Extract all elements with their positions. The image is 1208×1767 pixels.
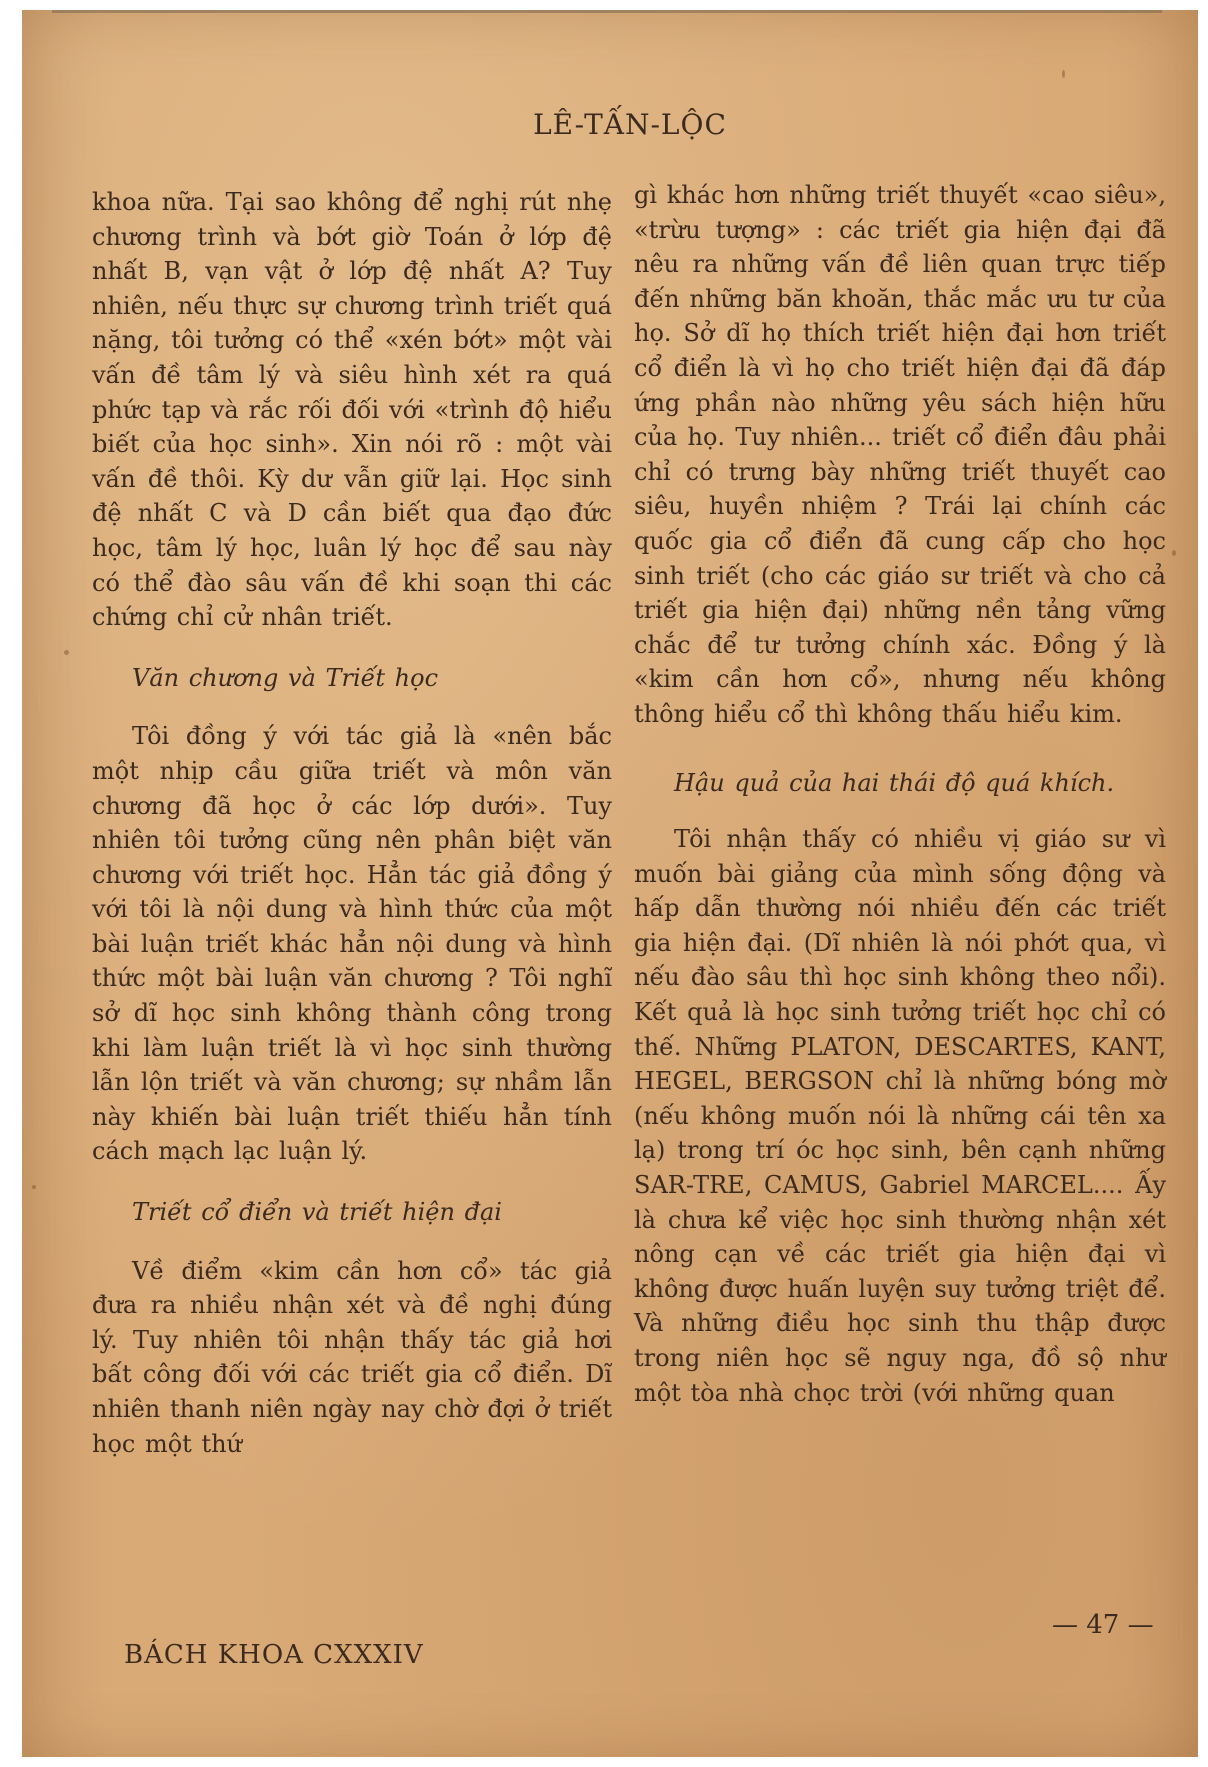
left-paragraph-1: khoa nữa. Tại sao không để nghị rút nhẹ chương trình và bớt giờ Toán ở lớp đệ nhất B, vạn vật ở lớp đệ nhất A? Tuy nhiên, nếu thực sự chương trình triết quá nặng, tôi tưởng có thể «xén bớt» một vài vấn đề tâm lý và siêu hình xét ra quá phức tạp và rắc rối đối với «trình độ hiểu biết của học sinh». Xin nói rõ : một vài vấn đề thôi. Kỳ dư vẫn giữ lại. Học sinh đệ nhất C và D cần biết qua đạo đức học, tâm lý học, luân lý học để sau này có thể đào sâu vấn đề khi soạn thi các chứng chỉ cử nhân triết. bbox=[92, 188, 612, 632]
left-paragraph-2: Tôi đồng ý với tác giả là «nên bắc một nhịp cầu giữa triết và môn văn chương đã học ở các lớp dưới». Tuy nhiên tôi tưởng cũng nên phân biệt văn chương với triết học. Hẳn tác giả đồng ý với tôi là nội dung và hình thức của một bài luận triết khác hẳn nội dung và hình thức một bài luận văn chương ? Tôi nghĩ sở dĩ học sinh không thành công trong khi làm luận triết là vì học sinh thường lẫn lộn triết và văn chương; sự nhầm lẫn này khiến bài luận triết thiếu hẳn tính cách mạch lạc luận lý. bbox=[92, 722, 612, 1166]
subheading-van-chuong: Văn chương và Triết học bbox=[132, 663, 439, 692]
paper-speck bbox=[1062, 70, 1065, 78]
left-column bbox=[92, 185, 612, 1461]
page-number: — 47 — bbox=[1052, 1610, 1154, 1640]
left-paragraph-3: Về điểm «kim cần hơn cổ» tác giả đưa ra nhiều nhận xét và đề nghị đúng lý. Tuy nhiên tôi nhận thấy tác giả hơi bất công đối với các triết gia cổ điển. Dĩ nhiên thanh niên ngày nay chờ đợi ở triết học một thứ bbox=[92, 1256, 612, 1458]
paper-speck bbox=[32, 1185, 36, 1189]
right-paragraph-2: Tôi nhận thấy có nhiều vị giáo sư vì muốn bài giảng của mình sống động và hấp dẫn thường nói nhiều đến các triết gia hiện đại. (Dĩ nhiên là nói phớt qua, vì nếu đào sâu thì học sinh không theo nổi). Kết quả là học sinh tưởng triết học chỉ có thế. Những PLATON, DESCARTES, KANT, HEGEL, BERGSON chỉ là những bóng mờ (nếu không muốn nói là những cái tên xa lạ) trong trí óc học sinh, bên cạnh những SAR-TRE, CAMUS, Gabriel MARCEL.... Ấy là chưa kể việc học sinh thường nhận xét nông cạn về các triết gia hiện đại vì không được huấn luyện suy tưởng triệt để. Và những điều học sinh thu thập được trong niên học sẽ nguy nga, đồ sộ như một tòa nhà chọc trời (với những quan bbox=[634, 825, 1166, 1407]
magazine-page bbox=[22, 10, 1198, 1757]
top-rule bbox=[52, 10, 1162, 13]
right-paragraph-1: gì khác hơn những triết thuyết «cao siêu», «trừu tượng» : các triết gia hiện đại đã nêu ra những vấn đề liên quan trực tiếp đến những băn khoăn, thắc mắc ưu tư của họ. Sở dĩ họ thích triết hiện đại hơn triết cổ điển là vì họ cho triết hiện đại đã đáp ứng phần nào những yêu sách hiện hữu của họ. Tuy nhiên... triết cổ điển đâu phải chỉ có trưng bày những triết thuyết cao siêu, huyền nhiệm ? Trái lại chính các quốc gia cổ điển đã cung cấp cho học sinh triết (cho các giáo sư triết và cho cả triết gia hiện đại) những nền tảng vững chắc để tư tưởng chính xác. Đồng ý là «kim cần hơn cổ», nhưng nếu không thông hiểu cổ thì không thấu hiểu kim. bbox=[634, 181, 1166, 728]
publication-footer: BÁCH KHOA CXXXIV bbox=[124, 1640, 424, 1670]
subheading-hau-qua: Hậu quả của hai thái độ quá khích. bbox=[674, 768, 1115, 797]
right-column bbox=[634, 178, 1166, 1410]
subheading-triet-co-dien: Triết cổ điển và triết hiện đại bbox=[132, 1198, 502, 1227]
paper-speck bbox=[1172, 550, 1176, 556]
running-header: LÊ-TẤN-LỘC bbox=[533, 108, 727, 141]
paper-speck bbox=[64, 650, 69, 655]
